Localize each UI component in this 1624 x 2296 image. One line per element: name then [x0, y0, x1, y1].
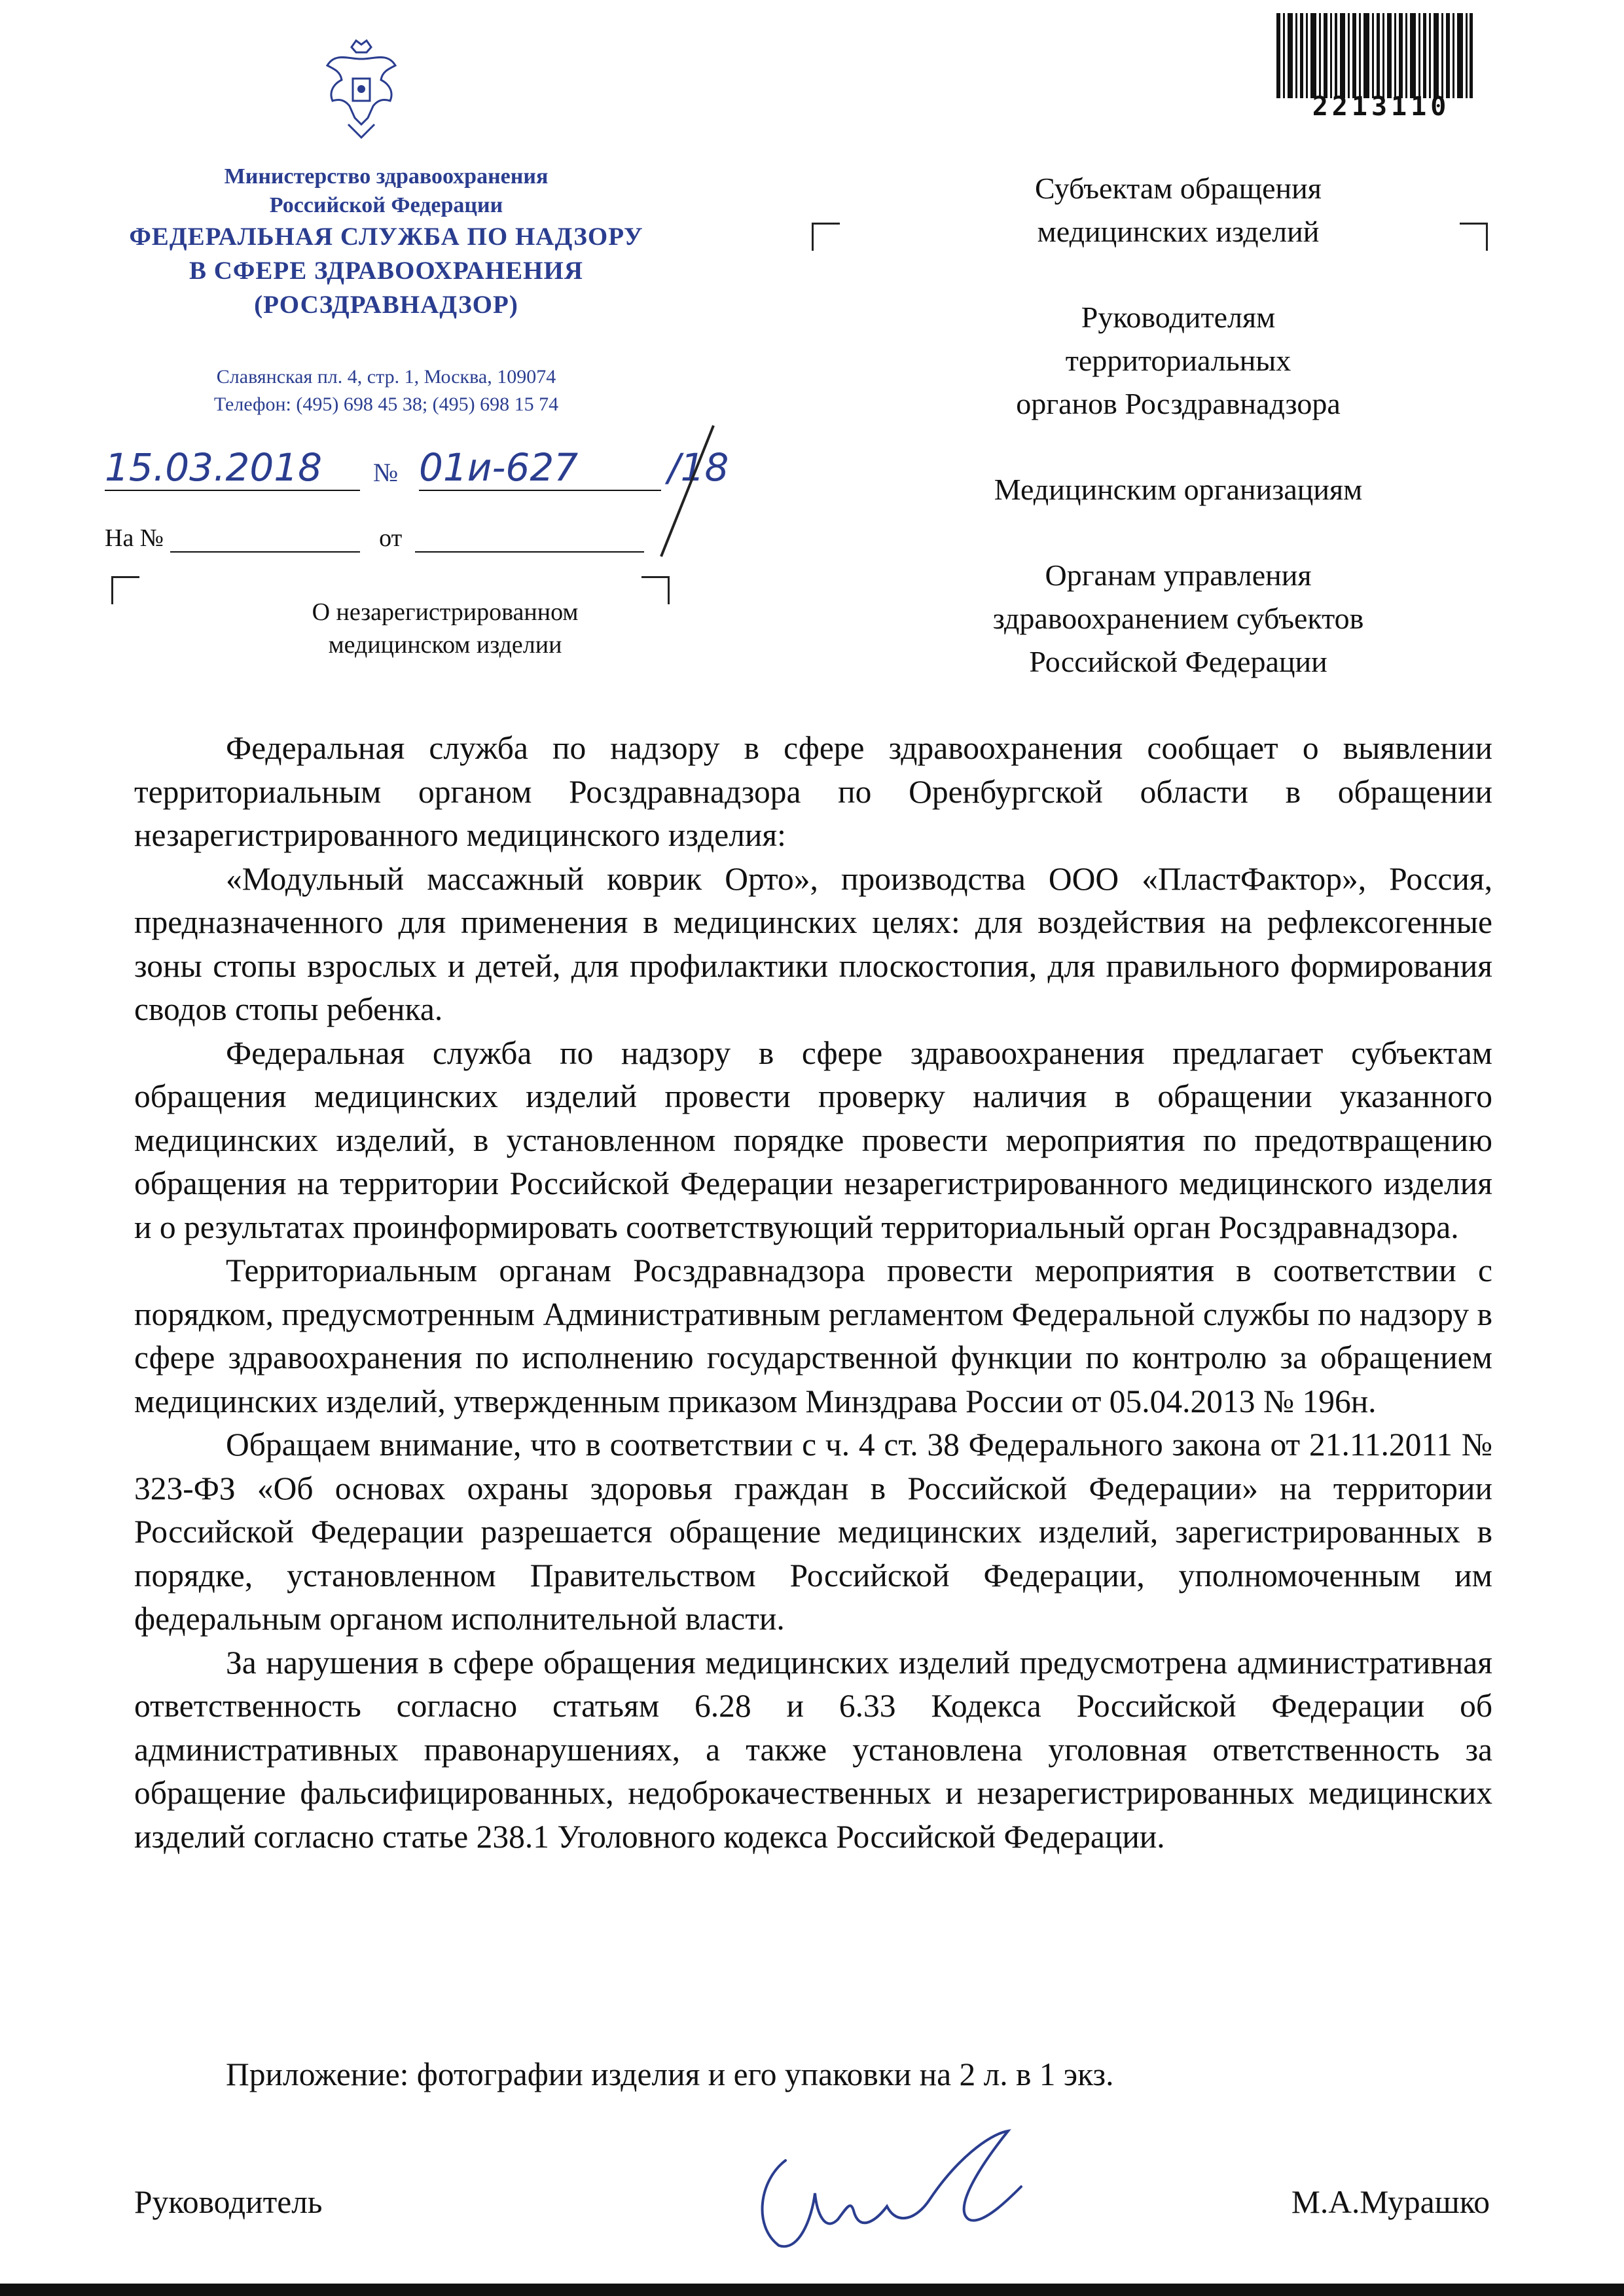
signatory-position: Руководитель — [134, 2184, 323, 2220]
annex-note: Приложение: фотографии изделия и его упаковки на 2 л. в 1 экз. — [226, 2056, 1114, 2092]
ministry-line1: Министерство здравоохранения — [224, 164, 549, 189]
ministry-line2: Российской Федерации — [269, 193, 503, 217]
subject-corner-left — [111, 576, 139, 604]
reply-reference-line — [105, 524, 644, 553]
number-sign: № — [373, 458, 399, 487]
recipient-2 — [916, 296, 1440, 426]
subject-line1: О незарегистрированном — [312, 598, 579, 626]
recipient-4 — [916, 554, 1440, 683]
service-name — [92, 220, 681, 322]
recipient-line: Российской Федерации — [1029, 645, 1327, 678]
reply-number-label: На № — [105, 524, 164, 552]
service-line3: (РОСЗДРАВНАДЗОР) — [254, 291, 518, 319]
reply-date-field — [415, 525, 644, 553]
coat-of-arms-icon — [322, 33, 401, 143]
body-paragraph: Федеральная служба по надзору в сфере здравоохранения предлагает субъектам обращения медицинских изделий провести проверку наличия в обращении указанного медицинских изделий, в установленном порядке провести мероприятия по предотвращению обращения на территории Российской Федерации незарегистрированного медицинского изделия и о результатах проинформировать соответствующий территориальный орган Росздравнадзора. — [134, 1034, 1492, 1245]
service-line1: ФЕДЕРАЛЬНАЯ СЛУЖБА ПО НАДЗОРУ — [129, 223, 643, 251]
registration-number-suffix: /18 — [668, 445, 729, 490]
recipient-line: органов Росздравнадзора — [1016, 387, 1341, 420]
recipient-3 — [916, 468, 1440, 511]
body-paragraph: «Модульный массажный коврик Орто», производства ООО «ПластФактор», Россия, предназначенного для применения в медицинских целях: для воздействия на рефлексогенные зоны стопы взрослых и детей, для профилактики плоскостопия, для правильного формирования сводов стопы ребенка. — [134, 860, 1492, 1027]
recipient-line: Руководителям — [1081, 301, 1276, 334]
phone-line: Телефон: (495) 698 45 38; (495) 698 15 74 — [213, 393, 559, 415]
recipient-line: Органам управления — [1045, 558, 1312, 592]
recipient-line: Субъектам обращения — [1035, 172, 1322, 205]
reply-number-field — [170, 525, 360, 553]
signatory-name: М.А.Мурашко — [1291, 2184, 1490, 2220]
barcode-icon — [1276, 13, 1473, 98]
address-line: Славянская пл. 4, стр. 1, Москва, 109074 — [216, 366, 556, 388]
recipient-1 — [916, 167, 1440, 253]
recipient-line: здравоохранением субъектов — [992, 602, 1364, 635]
recipient-line: территориальных — [1065, 344, 1291, 377]
service-line2: В СФЕРЕ ЗДРАВООХРАНЕНИЯ — [189, 257, 584, 285]
body-paragraph: Территориальным органам Росздравнадзора провести мероприятия в соответствии с порядком, предусмотренным Административным регламентом Федеральной службы по надзору в сфере здравоохранения по исполнению государственной функции по контролю за обращением медицинских изделий, утвержденным приказом Минздрава России от 05.04.2013 № 196н. — [134, 1252, 1492, 1419]
recipient-line: Медицинским организациям — [994, 473, 1363, 506]
recipients-block — [916, 167, 1440, 726]
barcode-number: 2213110 — [1312, 92, 1451, 122]
body-paragraph: Обращаем внимание, что в соответствии с ч. 4 ст. 38 Федерального закона от 21.11.2011 № 323-ФЗ «Об основах охраны здоровья граждан в Российской Федерации» на территории Российской Федерации разрешается обращение медицинских изделий, зарегистрированных в порядке, установленном Правительством Российской Федерации, уполномоченным им федеральным органом исполнительной власти. — [134, 1427, 1492, 1637]
scan-bottom-border — [0, 2284, 1624, 2296]
subject-corner-right — [641, 576, 670, 604]
registration-date: 15.03.2018 — [105, 445, 360, 491]
subject-line2: медицинском изделии — [328, 631, 562, 659]
handwritten-signature-icon — [733, 2121, 1074, 2252]
body-paragraph: За нарушения в сфере обращения медицинских изделий предусмотрена административная ответственность согласно статьям 6.28 и 6.33 Кодекса Российской Федерации об административных правонарушениях, а также установлена уголовная ответственность за обращение фальсифицированных, недоброкачественных и незарегистрированных медицинских изделий согласно статье 238.1 Уголовного кодекса Российской Федерации. — [134, 1644, 1492, 1855]
registration-slash-stroke — [648, 419, 727, 563]
recipient-line: медицинских изделий — [1037, 215, 1320, 248]
letter-body — [134, 727, 1492, 1859]
address-block — [92, 363, 681, 418]
ministry-name — [92, 162, 681, 220]
registration-line — [105, 445, 729, 498]
reply-date-label: от — [379, 524, 403, 552]
registration-number: 01и-627 — [419, 445, 661, 491]
recipients-corner-right — [1460, 223, 1488, 251]
recipients-corner-left — [812, 223, 840, 251]
subject-block — [249, 596, 641, 661]
body-paragraph: Федеральная служба по надзору в сфере здравоохранения сообщает о выявлении территориальным органом Росздравнадзора по Оренбургской области в обращении незарегистрированного медицинского изделия: — [134, 730, 1492, 853]
